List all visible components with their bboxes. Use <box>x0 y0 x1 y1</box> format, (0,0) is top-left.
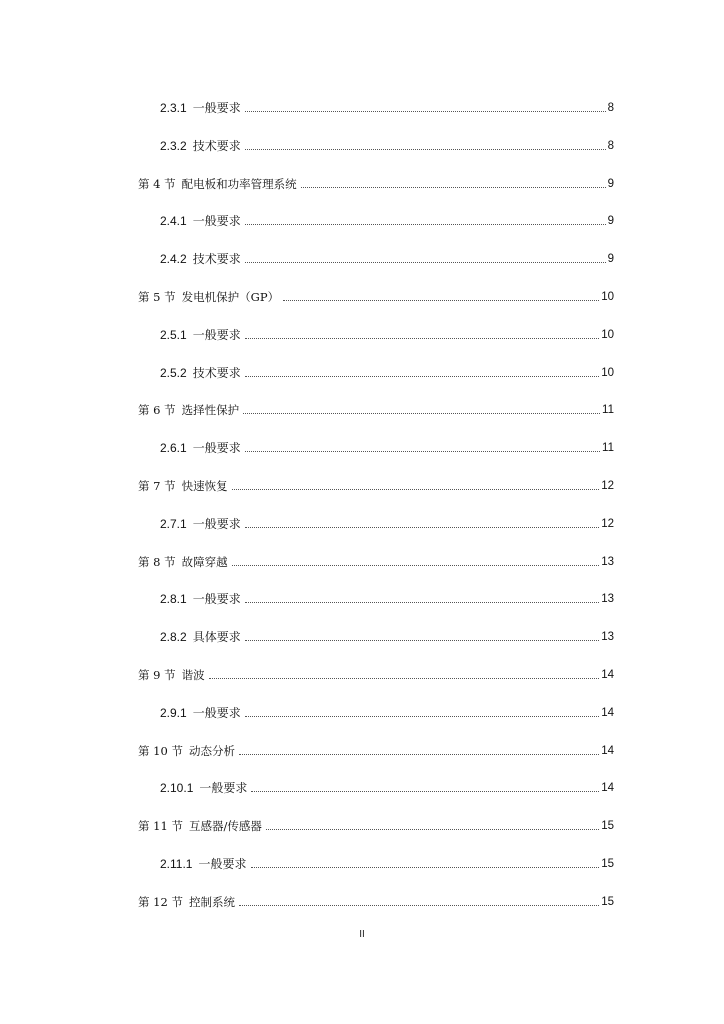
toc-entry-title: 一般要求 <box>192 328 241 342</box>
toc-entry-title: 配电板和功率管理系统 <box>181 177 297 191</box>
toc-entry-page: 15 <box>601 896 614 908</box>
toc-section-entry[interactable] <box>138 401 614 417</box>
toc-entry-page: 13 <box>601 593 614 605</box>
toc-entry-page: 15 <box>601 858 614 870</box>
toc-entry-title: 快速恢复 <box>181 479 228 493</box>
toc-entry-title: 故障穿越 <box>181 555 228 569</box>
toc-entry-number: 2.4.2 <box>160 252 187 266</box>
toc-entry-number: 2.4.1 <box>160 214 187 228</box>
toc-entry-number: 第 12 节 <box>138 895 183 909</box>
toc-entry-title: 技术要求 <box>192 139 241 153</box>
toc-entry-number: 第 7 节 <box>138 479 176 493</box>
toc-section-entry[interactable] <box>138 742 614 758</box>
toc-dot-leader <box>245 716 599 717</box>
toc-section-entry[interactable] <box>138 477 614 493</box>
toc-entry-number: 第 10 节 <box>138 744 183 758</box>
toc-dot-leader <box>245 376 599 377</box>
toc-entry-page: 10 <box>601 367 614 379</box>
toc-entry-page: 15 <box>601 820 614 832</box>
toc-entry-page: 14 <box>601 707 614 719</box>
toc-entry-title: 一般要求 <box>198 857 247 871</box>
toc-entry-number: 2.9.1 <box>160 706 187 720</box>
toc-entry-page: 13 <box>601 631 614 643</box>
toc-entry-title: 一般要求 <box>192 517 241 531</box>
toc-subsection-entry[interactable] <box>160 137 614 153</box>
toc-entry-page: 14 <box>601 669 614 681</box>
toc-dot-leader <box>251 867 600 868</box>
toc-subsection-entry[interactable] <box>160 855 614 871</box>
toc-entry-page: 14 <box>601 745 614 757</box>
toc-section-entry[interactable] <box>138 893 614 909</box>
toc-dot-leader <box>209 678 600 679</box>
toc-entry-page: 10 <box>601 329 614 341</box>
toc-section-entry[interactable] <box>138 817 614 833</box>
toc-subsection-entry[interactable] <box>160 515 614 531</box>
toc-subsection-entry[interactable] <box>160 326 614 342</box>
toc-entry-title: 一般要求 <box>192 706 241 720</box>
toc-subsection-entry[interactable] <box>160 250 614 266</box>
toc-dot-leader <box>243 413 600 414</box>
toc-dot-leader <box>239 905 599 906</box>
toc-entry-number: 2.7.1 <box>160 517 187 531</box>
toc-entry-title: 动态分析 <box>188 744 235 758</box>
toc-entry-number: 2.6.1 <box>160 441 187 455</box>
toc-entry-title: 一般要求 <box>192 214 241 228</box>
toc-dot-leader <box>239 754 599 755</box>
toc-subsection-entry[interactable] <box>160 364 614 380</box>
toc-dot-leader <box>301 187 606 188</box>
toc-entry-page: 8 <box>607 102 614 114</box>
toc-entry-page: 9 <box>607 215 614 227</box>
toc-entry-title: 一般要求 <box>192 592 241 606</box>
toc-entry-title: 互感器/传感器 <box>188 819 262 833</box>
toc-dot-leader <box>245 224 606 225</box>
page-number-footer: II <box>359 929 365 940</box>
toc-entry-title: 选择性保护 <box>181 403 240 417</box>
toc-entry-page: 14 <box>601 782 614 794</box>
toc-section-entry[interactable] <box>138 553 614 569</box>
toc-dot-leader <box>245 602 599 603</box>
toc-entry-page: 10 <box>601 291 614 303</box>
toc-entry-number: 2.8.1 <box>160 592 187 606</box>
toc-entry-page: 12 <box>601 480 614 492</box>
toc-dot-leader <box>283 300 599 301</box>
toc-dot-leader <box>232 489 600 490</box>
toc-dot-leader <box>245 149 606 150</box>
toc-entry-number: 2.11.1 <box>160 857 193 871</box>
toc-entry-title: 一般要求 <box>199 781 248 795</box>
toc-entry-number: 2.8.2 <box>160 630 187 644</box>
toc-subsection-entry[interactable] <box>160 779 614 795</box>
toc-entry-title: 谐波 <box>181 668 205 682</box>
toc-entry-title: 技术要求 <box>192 252 241 266</box>
toc-entry-title: 一般要求 <box>192 101 241 115</box>
toc-entry-page: 9 <box>607 253 614 265</box>
toc-dot-leader <box>245 451 600 452</box>
toc-entry-title: 发电机保护（GP） <box>181 290 280 304</box>
toc-entry-page: 12 <box>601 518 614 530</box>
toc-entry-number: 第 9 节 <box>138 668 176 682</box>
toc-entry-number: 第 6 节 <box>138 403 176 417</box>
toc-dot-leader <box>232 565 600 566</box>
toc-dot-leader <box>245 338 599 339</box>
toc-subsection-entry[interactable] <box>160 590 614 606</box>
toc-entry-title: 一般要求 <box>192 441 241 455</box>
toc-entry-number: 第 5 节 <box>138 290 176 304</box>
toc-section-entry[interactable] <box>138 175 614 191</box>
toc-entry-number: 第 8 节 <box>138 555 176 569</box>
toc-entry-number: 第 11 节 <box>138 819 183 833</box>
toc-entry-number: 2.3.1 <box>160 101 187 115</box>
toc-entry-number: 2.5.1 <box>160 328 187 342</box>
toc-entry-page: 11 <box>602 404 614 416</box>
toc-subsection-entry[interactable] <box>160 704 614 720</box>
toc-entry-page: 9 <box>607 178 614 190</box>
toc-entry-title: 具体要求 <box>192 630 241 644</box>
toc-subsection-entry[interactable] <box>160 99 614 115</box>
toc-entry-title: 技术要求 <box>192 366 241 380</box>
toc-dot-leader <box>245 527 599 528</box>
toc-entry-page: 8 <box>607 140 614 152</box>
toc-subsection-entry[interactable] <box>160 439 614 455</box>
toc-section-entry[interactable] <box>138 288 614 304</box>
toc-section-entry[interactable] <box>138 666 614 682</box>
toc-subsection-entry[interactable] <box>160 212 614 228</box>
toc-entry-number: 2.10.1 <box>160 781 194 795</box>
toc-entry-page: 11 <box>602 442 614 454</box>
toc-dot-leader <box>245 262 606 263</box>
toc-entry-title: 控制系统 <box>188 895 235 909</box>
toc-entry-number: 第 4 节 <box>138 177 176 191</box>
toc-subsection-entry[interactable] <box>160 628 614 644</box>
toc-dot-leader <box>251 791 599 792</box>
toc-entry-number: 2.5.2 <box>160 366 187 380</box>
toc-entry-number: 2.3.2 <box>160 139 187 153</box>
toc-dot-leader <box>245 111 606 112</box>
toc-entry-page: 13 <box>601 556 614 568</box>
toc-dot-leader <box>266 829 599 830</box>
toc-dot-leader <box>245 640 599 641</box>
